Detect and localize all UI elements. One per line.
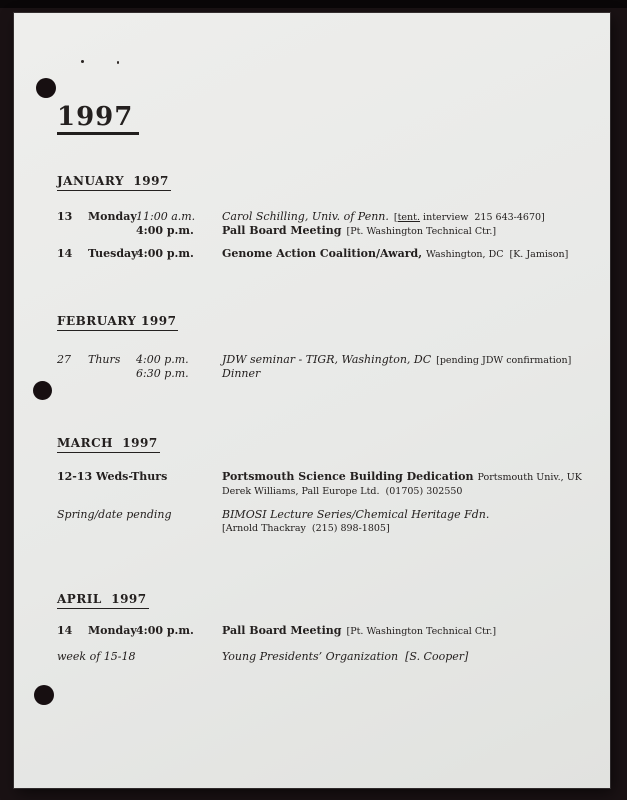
underlined-tent: tent. (397, 212, 421, 223)
event-contact: [Arnold Thackray (215) 898-1805] (222, 522, 390, 534)
section-heading-march: MARCH 1997 (57, 437, 160, 450)
hole-punch-middle (33, 381, 52, 400)
scan-speck (117, 61, 119, 64)
event-description (222, 225, 588, 239)
event-time: 4:00 p.m. (136, 624, 194, 637)
event-title: Young Presidents’ Organization [S. Cooper] (222, 650, 469, 663)
event-note: [tent. interview 215 643-4670] (393, 212, 545, 223)
event-day: Monday (88, 210, 137, 223)
event-description (222, 368, 588, 381)
event-note: [Pt. Washington Technical Ctr.] (346, 225, 497, 237)
event-description (222, 522, 588, 536)
event-time: 6:30 p.m. (136, 366, 189, 380)
event-time: 4:00 p.m. (136, 353, 189, 366)
scan-background-top-strip (0, 0, 627, 8)
section-heading-january: JANUARY 1997 (57, 175, 171, 188)
event-title: Pall Board Meeting (222, 624, 342, 637)
event-day: Thurs (88, 353, 121, 366)
event-time: 11:00 a.m. (136, 210, 196, 223)
event-title: JDW seminar - TIGR, Washington, DC (222, 353, 432, 366)
page-title-year (57, 102, 139, 132)
event-title: BIMOSI Lecture Series/Chemical Heritage Fdn. (222, 508, 490, 521)
event-description (222, 509, 588, 522)
event-description (222, 354, 588, 368)
event-date: 27 (57, 353, 71, 366)
event-time: 4:00 p.m. (136, 247, 194, 260)
event-title: Genome Action Coalition/Award, (222, 247, 423, 260)
event-description (222, 625, 588, 639)
hole-punch-top (36, 78, 56, 98)
event-contact: Derek Williams, Pall Europe Ltd. (01705) 302550 (222, 485, 463, 497)
event-note: [Pt. Washington Technical Ctr.] (346, 626, 497, 637)
event-row (57, 211, 588, 238)
event-title: Pall Board Meeting (222, 223, 342, 237)
event-row (57, 625, 588, 639)
event-date-range: week of 15-18 (57, 650, 136, 663)
event-row (57, 471, 588, 498)
event-title: Dinner (222, 366, 261, 380)
event-title: Portsmouth Science Building Dedication (222, 470, 474, 483)
event-description (222, 485, 588, 499)
event-date: 13 (57, 210, 73, 223)
event-row (57, 354, 588, 380)
event-date: 14 (57, 624, 73, 637)
event-day: Tuesday (88, 247, 138, 260)
event-detail: Portsmouth Univ., UK (477, 472, 582, 483)
event-description (222, 211, 588, 225)
event-note: [pending JDW confirmation] (436, 355, 572, 366)
section-heading-february: FEBRUARY 1997 (57, 315, 178, 328)
event-description (222, 651, 588, 664)
event-date-range: 12-13 Weds-Thurs (57, 470, 168, 483)
event-title: Carol Schilling, Univ. of Penn. (222, 210, 389, 223)
event-row (57, 651, 588, 664)
event-date: 14 (57, 247, 73, 260)
year-title-text: 1997 (57, 102, 139, 135)
scanned-calendar-page (14, 13, 610, 788)
event-row (57, 509, 588, 535)
event-time: 4:00 p.m. (136, 223, 194, 237)
event-date-range: Spring/date pending (57, 508, 172, 521)
event-day: Monday (88, 624, 137, 637)
scan-speck (81, 60, 84, 63)
event-row (57, 248, 588, 262)
event-description (222, 248, 588, 262)
section-heading-april: APRIL 1997 (57, 593, 149, 606)
hole-punch-bottom (34, 685, 54, 705)
event-description (222, 471, 588, 485)
event-detail: Washington, DC [K. Jamison] (426, 249, 569, 260)
